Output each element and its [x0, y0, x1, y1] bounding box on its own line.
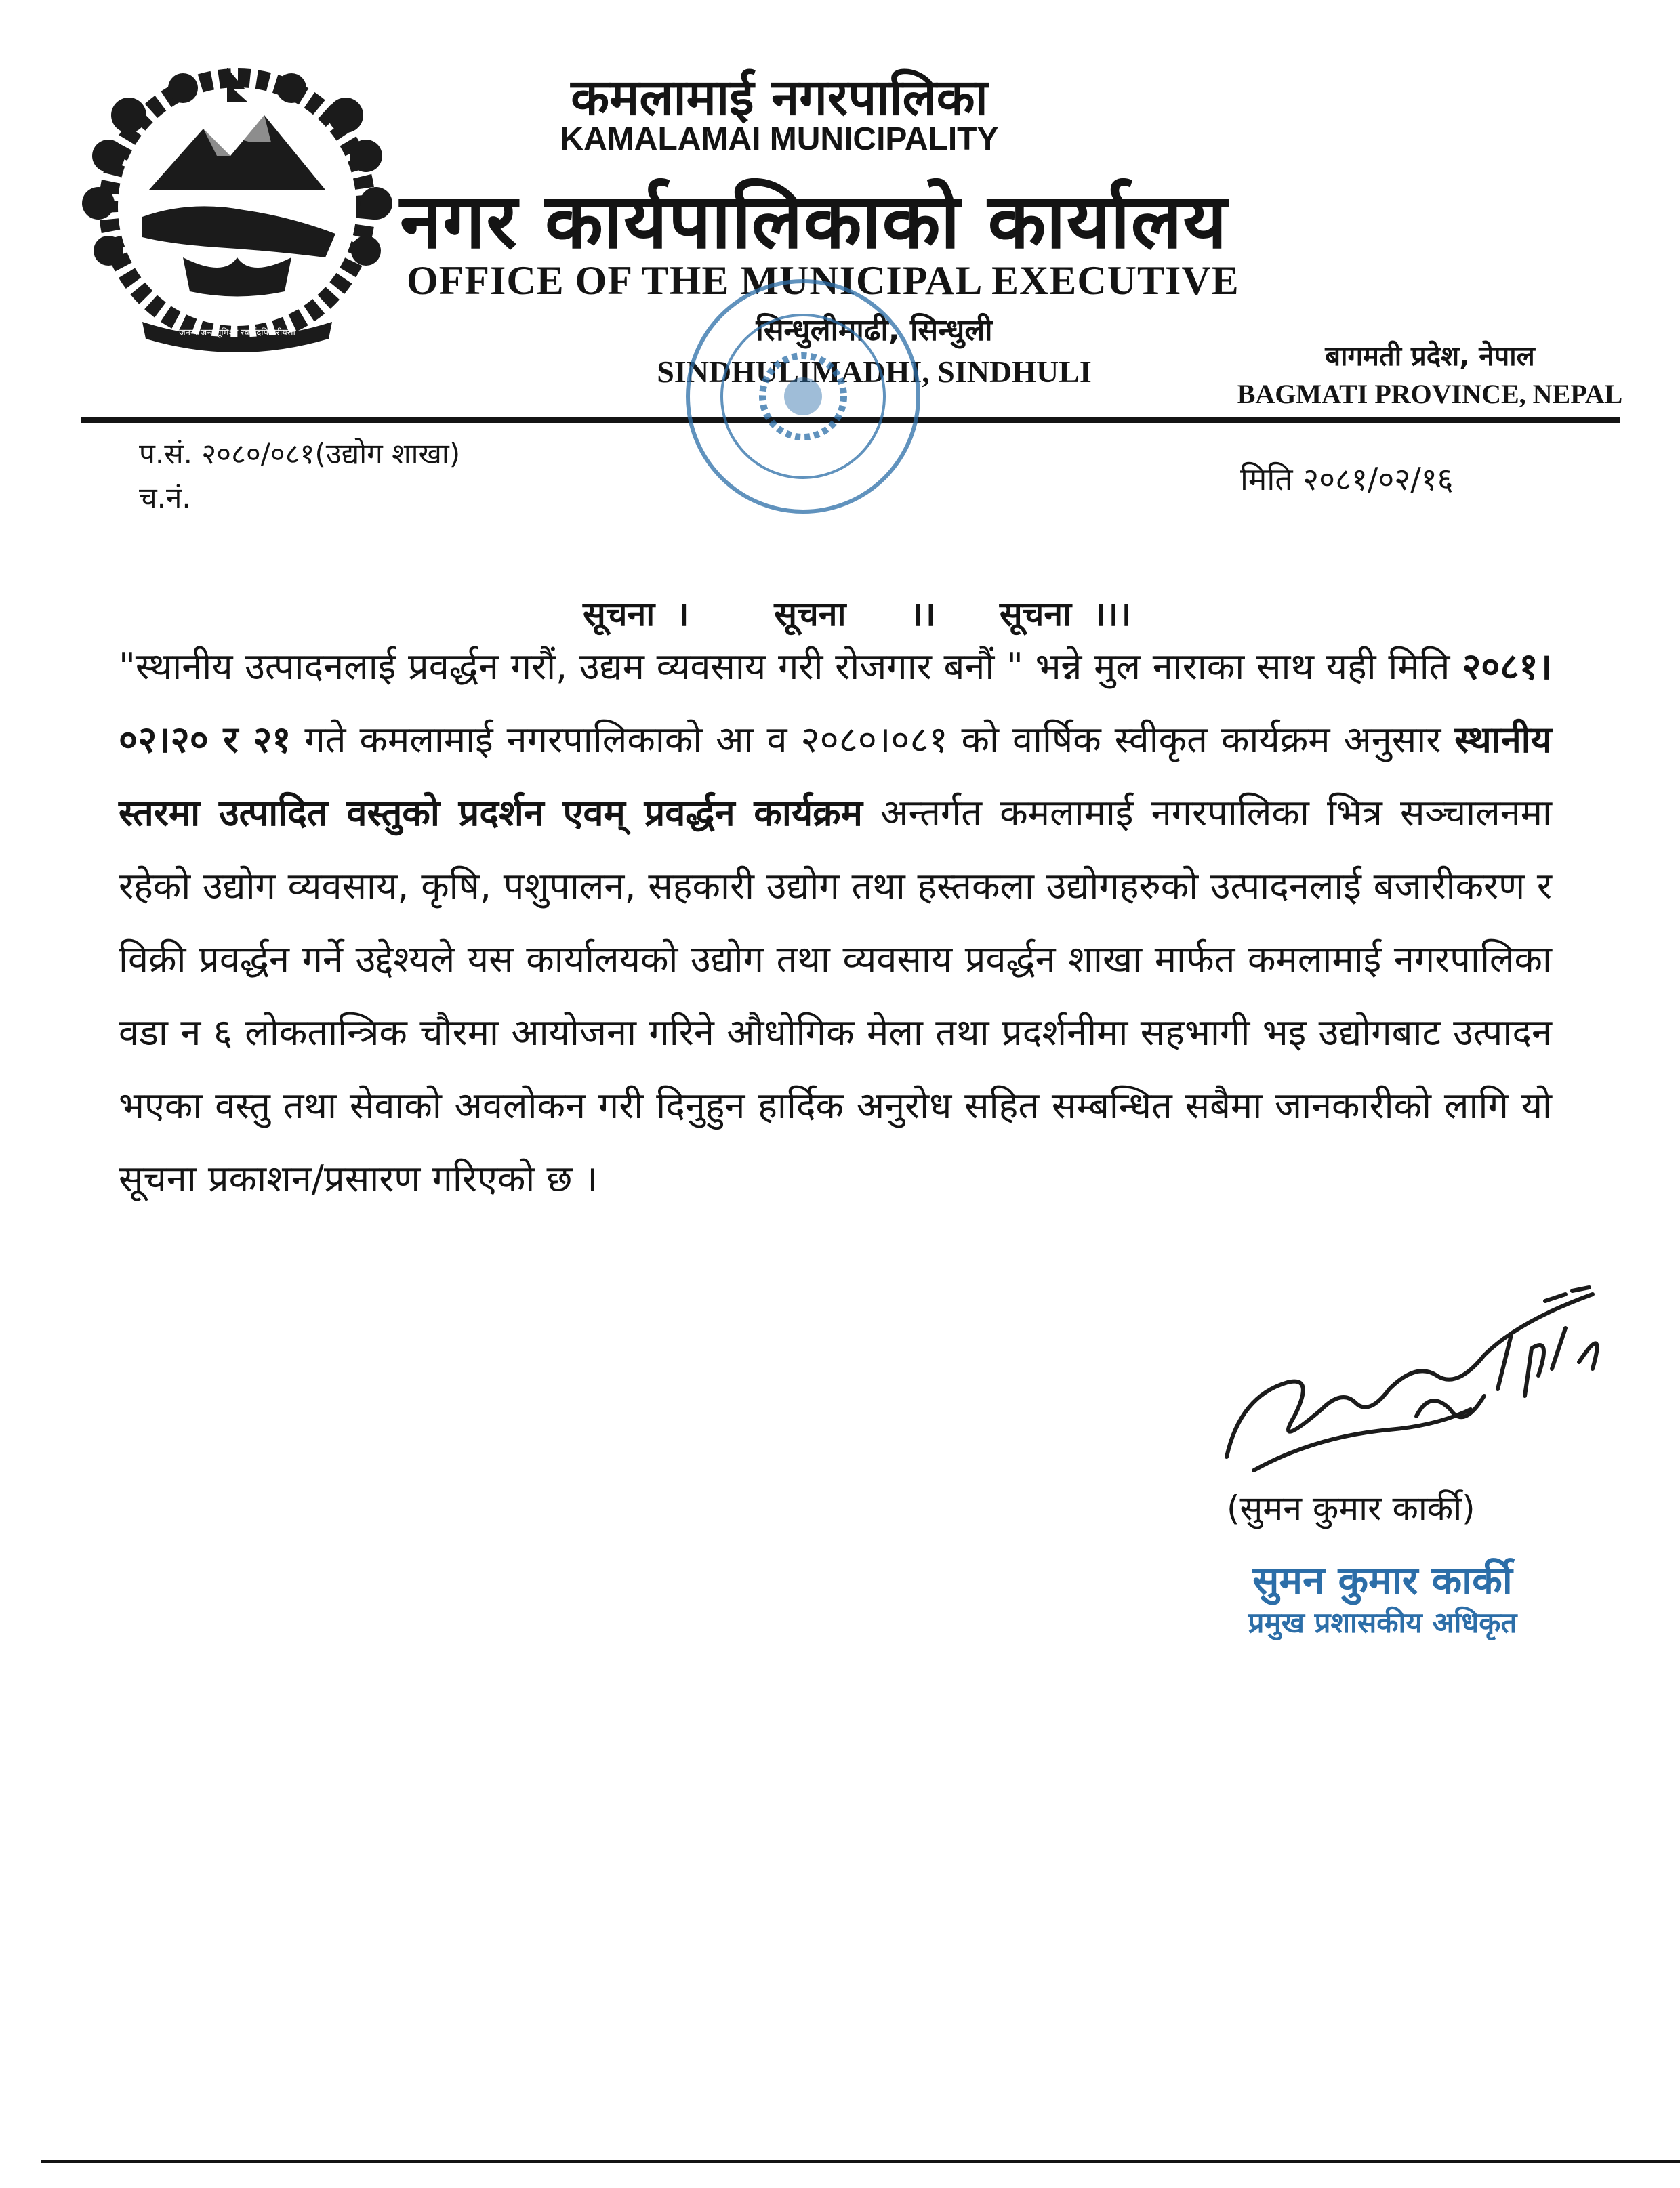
province-english: BAGMATI PROVINCE, NEPAL — [1237, 379, 1623, 409]
notice-heading: सूचना । सूचना ।। सूचना ।।। — [583, 594, 1132, 634]
letter-reference-number: प.सं. २०८०/०८१(उद्योग शाखा) — [139, 437, 461, 470]
footer-divider — [41, 2160, 1680, 2163]
notice-body — [119, 630, 1552, 1216]
dispatch-number: च.नं. — [139, 481, 191, 514]
body-text-part: अन्तर्गत कमलामाई नगरपालिका भित्र सञ्चालनमा रहेको उद्योग व्यवसाय, कृषि, पशुपालन, सहकारी उद्योग तथा हस्तकला उद्योगहरुको उत्पादनलाई बजारीकरण र विक्री प्रवर्द्धन गर्ने उद्देश्यले यस कार्यालयको उद्योग तथा व्यवसाय प्रवर्द्धन शाखा मार्फत कमलामाई नगरपालिका वडा न ६ लोकतान्त्रिक चौरमा आयोजना गरिने औधोगिक मेला तथा प्रदर्शनीमा सहभागी भइ उद्योगबाट उत्पादन भएका वस्तु तथा सेवाको अवलोकन गरी दिनुहुन हार्दिक अनुरोध सहित सम्बन्धित सबैमा जानकारीको लागि यो सूचना प्रकाशन/प्रसारण गरिएको छ । — [119, 791, 1553, 1200]
body-dates-bold: २०८१।०२।२० र २१ — [119, 645, 1552, 761]
province-nepali: बागमती प्रदेश, नेपाल — [1325, 341, 1535, 372]
body-text-part: गते कमलामाई नगरपालिकाको आ व २०८०।०८१ को वार्षिक स्वीकृत कार्यक्रम अनुसार — [291, 718, 1455, 761]
office-round-stamp — [678, 271, 928, 522]
body-program-bold: स्थानीय स्तरमा उत्पादित वस्तुको प्रदर्शन एवम् प्रवर्द्धन कार्यक्रम — [119, 718, 1552, 834]
nepal-emblem-logo — [68, 54, 407, 352]
emblem-motto: जननी जन्मभूमिश्च स्वर्गादपि गरीयसी — [179, 328, 295, 338]
document-date: मिति २०८१/०२/१६ — [1240, 461, 1454, 497]
address-english: SINDHULIMADHI, SINDHULI — [657, 354, 1092, 389]
municipality-name-english: KAMALAMAI MUNICIPALITY — [560, 121, 999, 157]
stamp-officer-name: सुमन कुमार कार्की — [1252, 1557, 1513, 1603]
signatory-name: (सुमन कुमार कार्की) — [1227, 1489, 1475, 1528]
office-name-english: OFFICE OF THE MUNICIPAL EXECUTIVE — [407, 258, 1239, 303]
address-nepali: सिन्धुलीमाढी, सिन्धुली — [756, 313, 993, 348]
stamp-officer-title: प्रमुख प्रशासकीय अधिकृत — [1248, 1606, 1517, 1639]
body-text-part: "स्थानीय उत्पादनलाई प्रवर्द्धन गरौं, उद्यम व्यवसाय गरी रोजगार बनौं " भन्ने मुल नाराका साथ यही मिति — [119, 645, 1462, 688]
office-name-nepali: नगर कार्यपालिकाको कार्यालय — [400, 178, 1228, 266]
municipality-name-nepali: कमलामाई नगरपालिका — [571, 68, 988, 127]
handwritten-signature — [1213, 1274, 1620, 1491]
